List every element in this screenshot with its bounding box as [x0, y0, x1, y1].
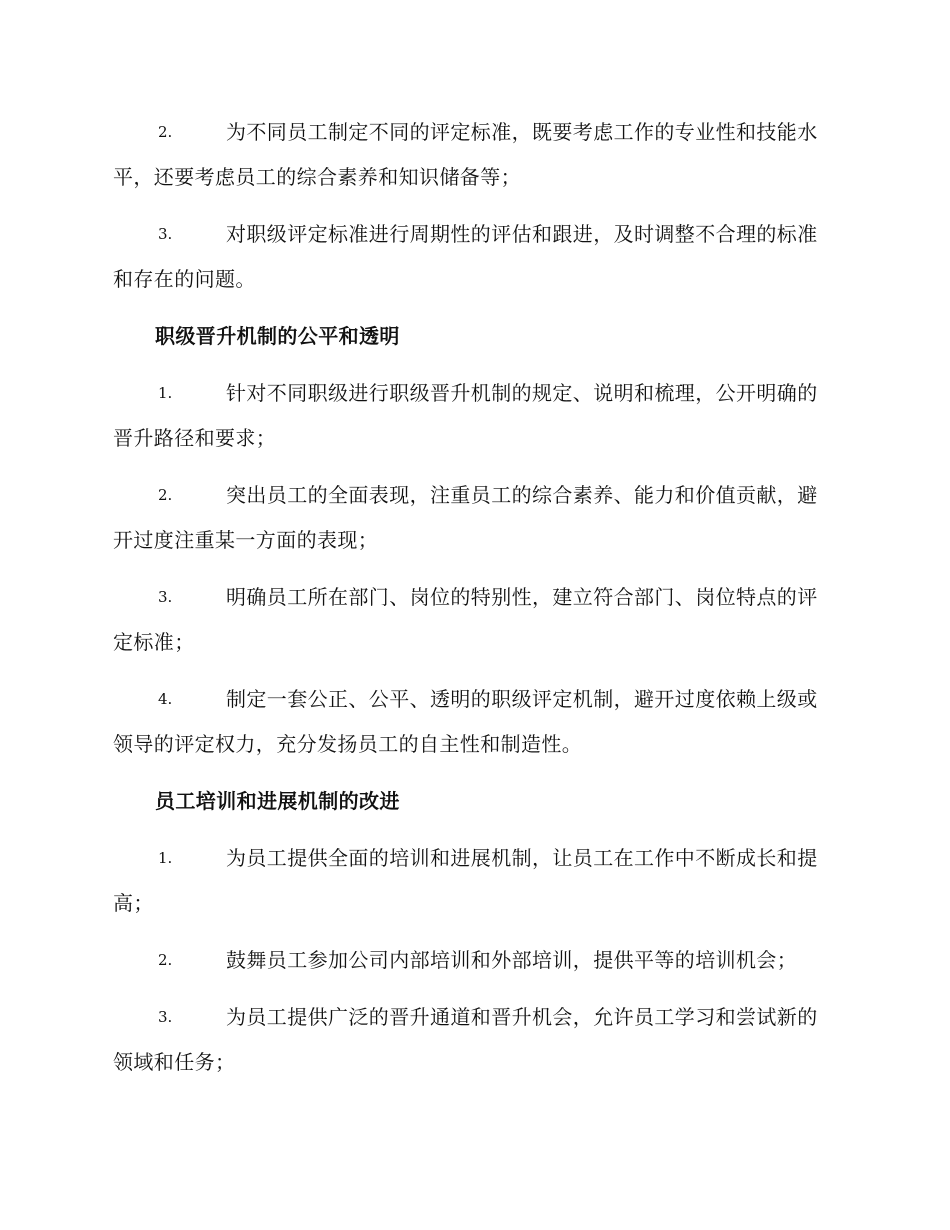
list-text: 鼓舞员工参加公司内部培训和外部培训，提供平等的培训机会；: [226, 948, 798, 972]
list-number: 3.: [158, 1008, 173, 1026]
list-item: [113, 677, 835, 767]
list-text: 突出员工的全面表现，注重员工的综合素养、能力和价值贡献，避开过度注重某一方面的表现；: [113, 483, 818, 552]
list-text: 为员工提供全面的培训和进展机制，让员工在工作中不断成长和提高；: [113, 846, 818, 915]
list-text: 明确员工所在部门、岗位的特别性，建立符合部门、岗位特点的评定标准；: [113, 585, 818, 654]
list-item: [113, 575, 835, 665]
list-number: 2.: [158, 951, 173, 969]
list-number: 2.: [158, 123, 173, 141]
list-number: 3.: [158, 225, 173, 243]
list-item: [113, 938, 835, 983]
list-text: 为员工提供广泛的晋升通道和晋升机会，允许员工学习和尝试新的领域和任务；: [113, 1005, 818, 1074]
list-number: 4.: [158, 690, 173, 708]
list-item: [113, 836, 835, 926]
document-page: [113, 110, 835, 1097]
list-number: 3.: [158, 588, 173, 606]
list-item: [113, 212, 835, 302]
list-item: [113, 995, 835, 1085]
list-number: 2.: [158, 486, 173, 504]
list-text: 为不同员工制定不同的评定标准，既要考虑工作的专业性和技能水平，还要考虑员工的综合素养和知识储备等；: [113, 120, 818, 189]
list-item: [113, 371, 835, 461]
list-item: [113, 473, 835, 563]
section-heading: 员工培训和进展机制的改进: [155, 789, 400, 813]
list-text: 对职级评定标准进行周期性的评估和跟进，及时调整不合理的标准和存在的问题。: [113, 222, 818, 291]
list-number: 1.: [158, 384, 173, 402]
list-item: [113, 110, 835, 200]
section-heading: 职级晋升机制的公平和透明: [155, 324, 400, 348]
list-text: 制定一套公正、公平、透明的职级评定机制，避开过度依赖上级或领导的评定权力，充分发扬员工的自主性和制造性。: [113, 687, 818, 756]
list-text: 针对不同职级进行职级晋升机制的规定、说明和梳理，公开明确的晋升路径和要求；: [113, 381, 818, 450]
list-number: 1.: [158, 849, 173, 867]
